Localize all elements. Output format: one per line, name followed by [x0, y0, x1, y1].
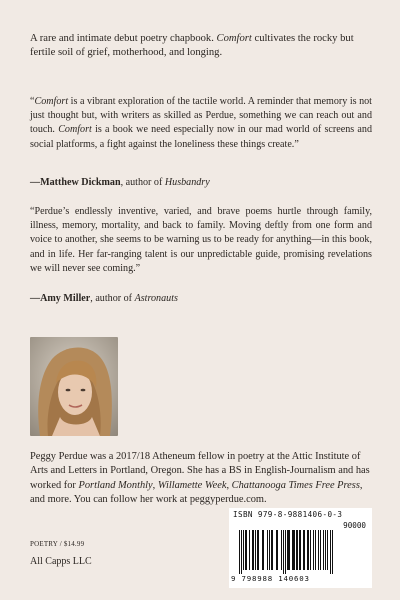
endorsement-dickman-attribution: —Matthew Dickman, author of Husbandry — [30, 177, 210, 188]
barcode-bar — [255, 530, 256, 570]
barcode-bar — [296, 530, 298, 570]
endorsement-miller-attribution: —Amy Miller, author of Astronauts — [30, 293, 178, 304]
barcode-bar — [287, 530, 290, 570]
price-code: 90000 — [343, 521, 366, 530]
barcode-bar — [323, 530, 324, 570]
barcode-bar — [299, 530, 301, 570]
barcode-bar — [332, 530, 333, 574]
barcode-bar — [281, 530, 282, 570]
barcode-bar — [252, 530, 254, 570]
barcode-bars — [233, 530, 368, 574]
barcode-bar — [271, 530, 273, 570]
blurb-text-end: cultivates the rocky but fertile soil of grief, motherhood, and longing. — [30, 33, 354, 59]
blurb-book-title: Comfort — [216, 33, 252, 44]
barcode-bar — [320, 530, 321, 570]
barcode-bar — [327, 530, 328, 570]
isbn-barcode — [229, 508, 372, 588]
blurb-text: A rare and intimate debut poetry chapbook. — [30, 33, 217, 44]
barcode-bar — [283, 530, 284, 574]
endorsement-miller: “Perdue’s endlessly inventive, varied, and brave poems hurtle through family, illness, memory, mortality, and back to family. Moving deftly from one form and voice to another, she seems to be warning us to be ready for anything—in this book, and in life. Her far-ranging talent is our unpredictable guide, promising revelations we will never see coming.” — [30, 206, 372, 274]
book-blurb — [30, 32, 372, 60]
barcode-bar — [318, 530, 319, 570]
category-price: POETRY / $14.99 — [30, 540, 85, 548]
barcode-bar — [310, 530, 311, 570]
barcode-bar — [307, 530, 309, 570]
barcode-bar — [303, 530, 305, 570]
barcode-bar — [276, 530, 278, 570]
barcode-bar — [269, 530, 270, 570]
barcode-bar — [239, 530, 240, 574]
author-bio: Peggy Perdue was a 2017/18 Atheneum fellow in poetry at the Attic Institute of Arts and Letters in Portland, Oregon. She has a BS in English-Journalism and has worked for Portland Monthly, Willamette Week, Chattanooga Times Free Press, and more. You can follow her work at peggyperdue.com. — [30, 451, 370, 505]
publisher: All Capps LLC — [30, 556, 92, 567]
barcode-bar — [241, 530, 242, 574]
barcode-bar — [315, 530, 316, 570]
barcode-bar — [243, 530, 244, 570]
barcode-bar — [292, 530, 295, 570]
barcode-bar — [245, 530, 247, 570]
barcode-bar — [325, 530, 326, 570]
endorsement-dickman: “Comfort is a vibrant exploration of the tactile world. A reminder that memory is not just thought but, with writers as skilled as Perdue, something we can reach out and touch. Comfort is a book we need especially now in our mad world of screens and social platforms, a fight against the loneliness these things create.” — [30, 96, 372, 150]
barcode-bar — [262, 530, 264, 570]
barcode-bar — [285, 530, 286, 574]
author-photo — [30, 337, 118, 436]
barcode-bar — [257, 530, 259, 570]
barcode-bar — [267, 530, 268, 570]
barcode-digits: 9 798988 140603 — [231, 574, 310, 583]
barcode-bar — [313, 530, 314, 570]
barcode-bar — [330, 530, 331, 574]
barcode-bar — [249, 530, 250, 570]
isbn-number: ISBN 979-8-9881406-0-3 — [233, 510, 343, 519]
